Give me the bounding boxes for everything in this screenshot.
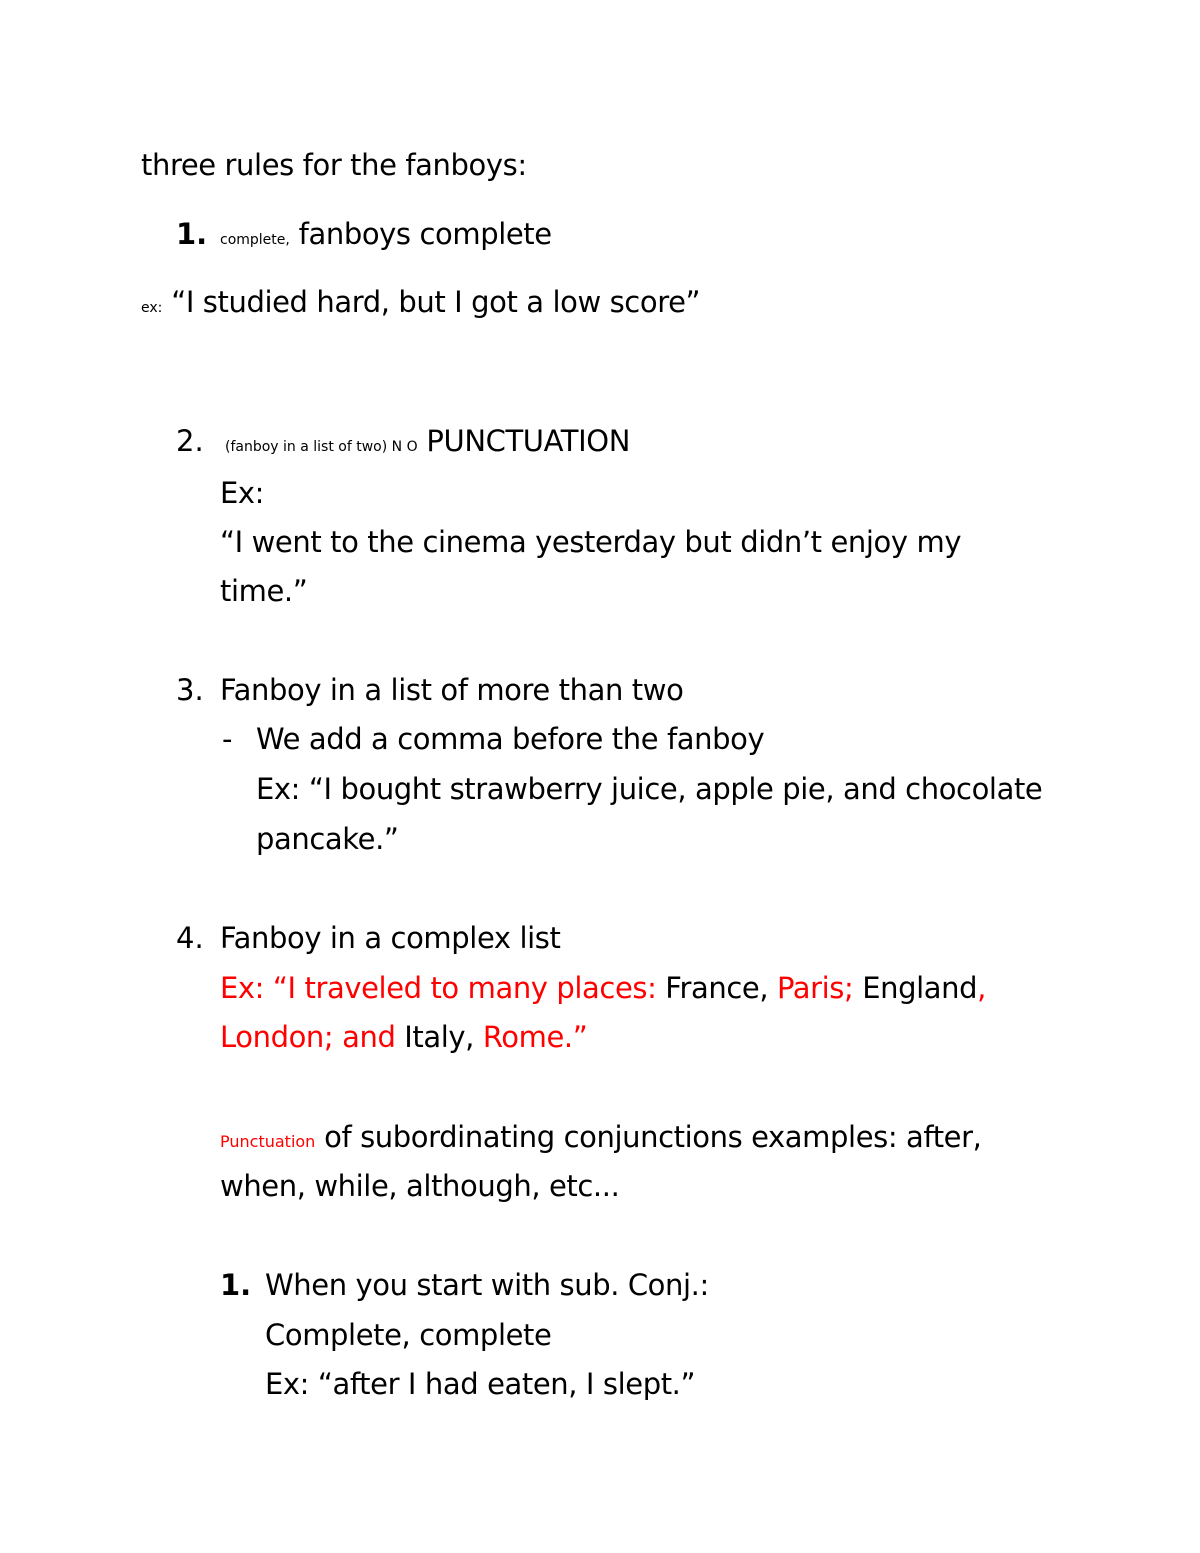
rule1-example-line [141, 284, 700, 326]
rule4-ex1-red3: , [977, 971, 986, 1005]
rule1-example: “I studied hard, but I got a low score” [162, 285, 701, 319]
rule4-example-line1 [220, 970, 986, 1006]
rule1-line [220, 216, 552, 258]
sub-rule1-line3: Ex: “after I had eaten, I slept.” [265, 1367, 696, 1401]
rule2-line [225, 423, 630, 465]
rule3-bullet: - [222, 722, 233, 756]
subordinating-text1: of subordinating conjunctions examples: after, [315, 1120, 982, 1154]
rule2-example-line2: time.” [220, 574, 308, 608]
rule3-text: Fanboy in a list of more than two [220, 673, 684, 707]
rule4-number: 4. [176, 921, 204, 955]
rule1-example-prefix: ex: [141, 300, 163, 316]
rule4-ex1-red1: Ex: “I traveled to many places: [220, 971, 657, 1005]
rule3-number: 3. [176, 673, 204, 707]
rule3-example-line1: Ex: “I bought strawberry juice, apple pie, and chocolate [256, 772, 1043, 806]
rule4-ex1-black2: England [853, 971, 978, 1005]
rule4-ex1-black1: France, [656, 971, 769, 1005]
rule2-example-line1: “I went to the cinema yesterday but didn’t enjoy my [220, 525, 962, 559]
rule4-example-line2 [220, 1019, 587, 1055]
subordinating-line2: when, while, although, etc... [220, 1169, 620, 1203]
rule3-bullet-text: We add a comma before the fanboy [256, 722, 765, 756]
rule4-ex2-black1: Italy, [395, 1020, 475, 1054]
rule4-ex2-red2: Rome.” [474, 1020, 588, 1054]
document-heading: three rules for the fanboys: [141, 148, 527, 182]
sub-rule1-number: 1. [220, 1268, 252, 1302]
sub-rule1-text: When you start with sub. Conj.: [265, 1268, 709, 1302]
subordinating-line1 [220, 1119, 981, 1160]
rule2-text: PUNCTUATION [417, 424, 630, 458]
rule4-text: Fanboy in a complex list [220, 921, 561, 955]
subordinating-small-label: Punctuation [220, 1132, 316, 1151]
rule1-number: 1. [176, 217, 208, 251]
sub-rule1-line2: Complete, complete [265, 1318, 552, 1352]
rule1-text: fanboys complete [289, 217, 552, 251]
rule1-small-label: complete, [220, 232, 290, 248]
rule2-ex-label: Ex: [220, 476, 265, 510]
rule4-ex2-red1: London; and [220, 1020, 396, 1054]
rule3-example-line2: pancake.” [256, 822, 399, 856]
rule4-ex1-red2: Paris; [768, 971, 854, 1005]
rule2-small-label: (fanboy in a list of two) N O [225, 439, 418, 455]
rule2-number: 2. [176, 424, 204, 458]
